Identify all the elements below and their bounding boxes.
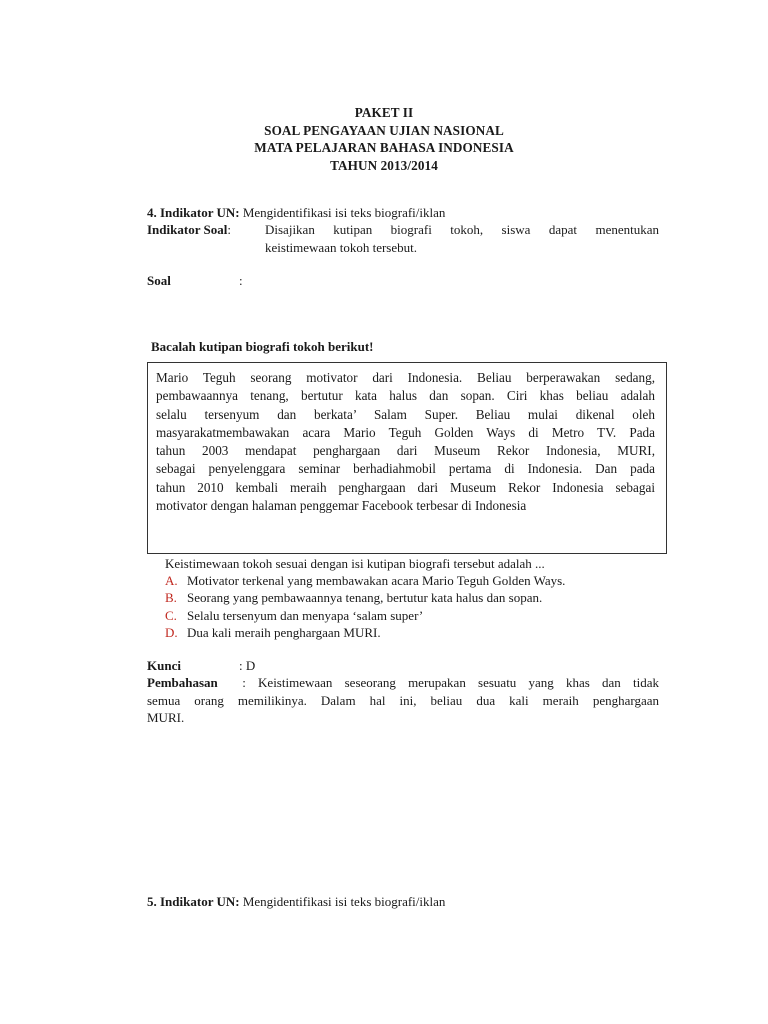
biography-line: masyarakatmembawakan acara Mario Teguh Golden Ways di Metro TV. Pada bbox=[156, 424, 655, 440]
option-d-letter: D. bbox=[165, 624, 178, 640]
header-tahun: TAHUN 2013/2014 bbox=[330, 157, 438, 173]
item4-indikator-soal bbox=[147, 221, 659, 256]
biography-line: tahun 2003 mendapat penghargaan dari Museum Rekor Indonesia, MURI, bbox=[156, 443, 655, 459]
option-a-text: Motivator terkenal yang membawakan acara Mario Teguh Golden Ways. bbox=[187, 573, 566, 589]
item5-indikator-un-text: Mengidentifikasi isi teks biografi/iklan bbox=[242, 894, 446, 909]
item5-indikator-un-label: 5. Indikator UN: bbox=[147, 894, 240, 909]
biography-excerpt-text bbox=[156, 369, 655, 515]
header-paket: PAKET II bbox=[354, 105, 414, 120]
answer-key bbox=[147, 657, 659, 675]
explanation-label: Pembahasan bbox=[147, 675, 218, 690]
option-b-text: Seorang yang pembawaannya tenang, bertutur kata halus dan sopan. bbox=[187, 590, 543, 606]
item4-indikator-soal-text-2: keistimewaan tokoh tersebut. bbox=[265, 239, 417, 255]
answer-key-label: Kunci bbox=[147, 658, 181, 673]
option-a-letter: A. bbox=[165, 573, 178, 589]
explanation-line-1-wrap bbox=[147, 674, 659, 692]
document-header bbox=[0, 104, 768, 174]
option-c-text: Selalu tersenyum dan menyapa ‘salam super’ bbox=[187, 607, 424, 623]
header-mata-pelajaran: MATA PELAJARAN BAHASA INDONESIA bbox=[254, 140, 514, 155]
item4-soal-colon: : bbox=[239, 273, 243, 288]
item4-instruction: Bacalah kutipan biografi tokoh berikut! bbox=[151, 339, 374, 354]
option-d-text: Dua kali meraih penghargaan MURI. bbox=[187, 624, 381, 640]
biography-excerpt-box bbox=[147, 362, 667, 554]
item4-indikator-soal-colon: : bbox=[227, 222, 231, 237]
option-b bbox=[165, 589, 665, 606]
biography-line: motivator dengan halaman penggemar Facebook terbesar di Indonesia bbox=[156, 498, 527, 514]
option-c-letter: C. bbox=[165, 607, 177, 623]
biography-line: tahun 2010 kembali meraih penghargaan dari Museum Rekor Indonesia sebagai bbox=[156, 479, 655, 495]
question-block bbox=[165, 555, 665, 641]
item4-indikator-un-label: 4. Indikator UN: bbox=[147, 205, 240, 220]
item5-indikator-un bbox=[147, 893, 659, 911]
item4-indikator-un bbox=[147, 204, 659, 222]
explanation-line-1: : Keistimewaan seseorang merupakan sesuatu yang khas dan tidak bbox=[242, 675, 659, 690]
option-d bbox=[165, 624, 665, 641]
explanation bbox=[147, 674, 659, 727]
item4-indikator-soal-label: Indikator Soal bbox=[147, 222, 228, 237]
header-soal-pengayaan: SOAL PENGAYAAN UJIAN NASIONAL bbox=[264, 122, 504, 138]
option-b-letter: B. bbox=[165, 590, 177, 606]
item4-soal bbox=[147, 272, 659, 290]
biography-line: sebagai penyelenggara seminar berhadiahmobil pertama di Indonesia. Dan pada bbox=[156, 461, 655, 477]
answer-key-value: : D bbox=[239, 658, 256, 673]
biography-line: selalu tersenyum dan berkata’ Salam Super. Beliau mulai dikenal oleh bbox=[156, 406, 655, 422]
explanation-line-3: MURI. bbox=[147, 710, 185, 725]
item4-indikator-un-text: Mengidentifikasi isi teks biografi/iklan bbox=[242, 205, 446, 220]
explanation-line-2: semua orang memilikinya. Dalam hal ini, beliau dua kali meraih penghargaan bbox=[147, 692, 659, 708]
item4-soal-label: Soal bbox=[147, 273, 171, 288]
item4-indikator-soal-text-1: Disajikan kutipan biografi tokoh, siswa dapat menentukan bbox=[265, 222, 659, 237]
item4-indikator-soal-label-wrap bbox=[147, 221, 265, 239]
biography-line: Mario Teguh seorang motivator dari Indonesia. Beliau berperawakan sedang, bbox=[156, 370, 655, 385]
option-a bbox=[165, 572, 665, 589]
option-c bbox=[165, 607, 665, 624]
biography-line: pembawaannya tenang, bertutur kata halus dan sopan. Ciri khas beliau adalah bbox=[156, 388, 655, 404]
question-stem: Keistimewaan tokoh sesuai dengan isi kutipan biografi tersebut adalah ... bbox=[165, 556, 545, 571]
